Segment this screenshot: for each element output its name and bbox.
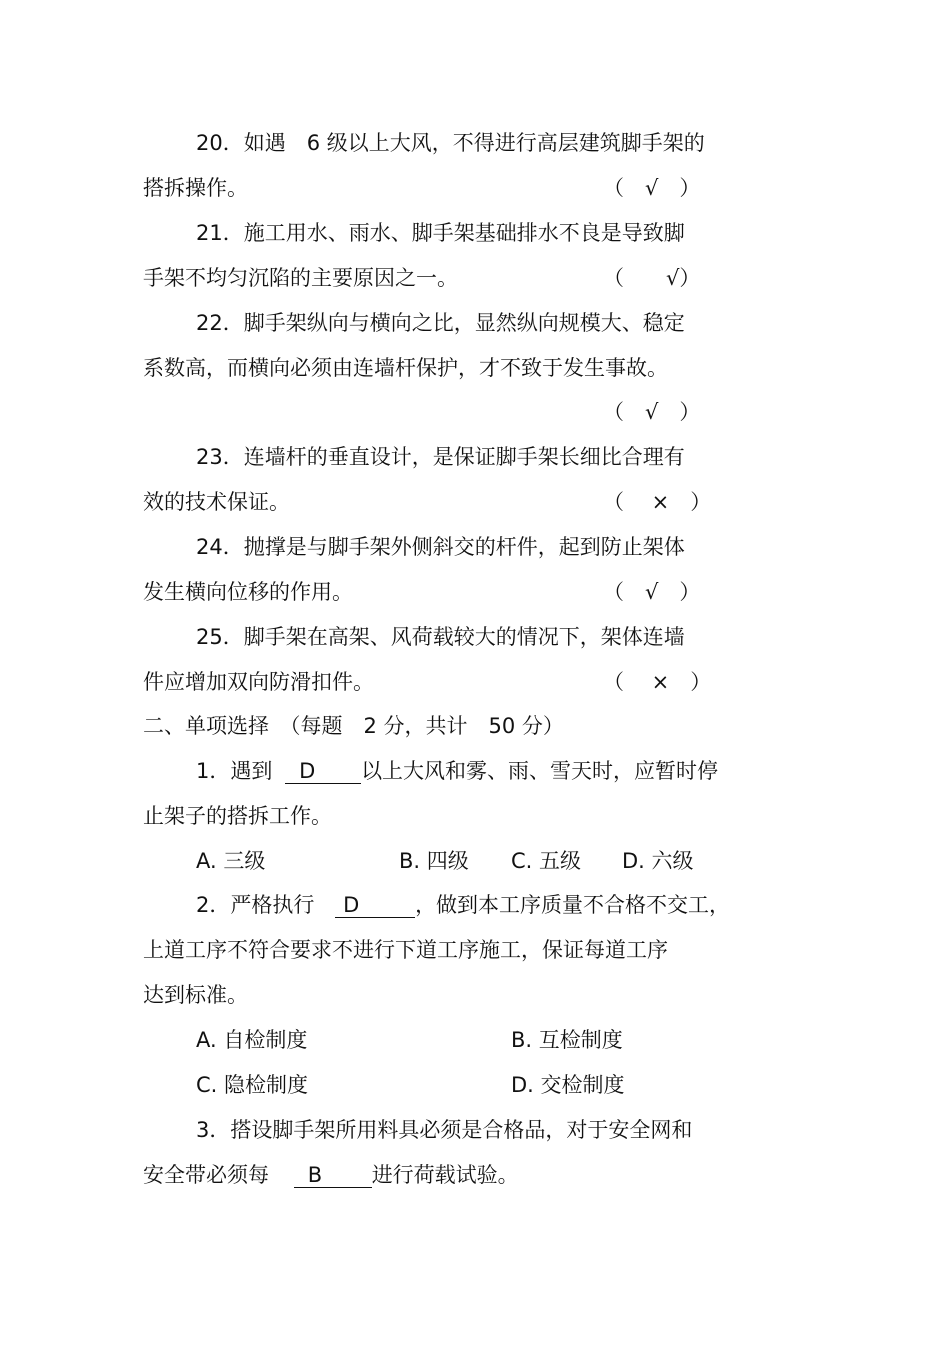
mc-question-2-answer: D (335, 893, 415, 918)
question-24-line-1: 24．抛撑是与脚手架外侧斜交的杆件，起到防止架体 (196, 535, 685, 559)
question-22-line-1: 22．脚手架纵向与横向之比，显然纵向规模大、稳定 (196, 311, 685, 335)
mc-question-1-answer: D (285, 759, 361, 784)
mc-question-1-line-1 (196, 757, 718, 785)
question-20-line-2: 搭拆操作。 (143, 176, 248, 200)
mc-question-1-line-2: 止架子的搭拆工作。 (143, 804, 332, 828)
section-title: 二、单项选择 （每题 2 分，共计 50 分） (143, 714, 564, 738)
mc-question-1-option-c: C. 五级 (511, 849, 582, 873)
mc-question-3-suffix: 进行荷载试验。 (371, 1163, 519, 1187)
mc-question-2-option-d: D. 交检制度 (511, 1073, 625, 1097)
question-25-line-1: 25．脚手架在高架、风荷载较大的情况下，架体连墙 (196, 625, 685, 649)
question-20-line-1: 20．如遇 6 级以上大风，不得进行高层建筑脚手架的 (196, 131, 705, 155)
question-21-answer-mark: （ √） (603, 266, 701, 290)
mc-question-1-option-d: D. 六级 (622, 849, 694, 873)
question-24-line-2: 发生横向位移的作用。 (143, 580, 353, 604)
question-23-line-2: 效的技术保证。 (143, 490, 290, 514)
mc-question-3-line-1: 3．搭设脚手架所用料具必须是合格品，对于安全网和 (196, 1118, 693, 1142)
question-25-answer-mark: （ × ） (603, 670, 712, 694)
question-21-line-2: 手架不均匀沉陷的主要原因之一。 (143, 266, 458, 290)
mc-question-2-line-3: 达到标准。 (143, 983, 248, 1007)
mc-question-2-option-b: B. 互检制度 (511, 1028, 623, 1052)
mc-question-2-option-a: A. 自检制度 (196, 1028, 308, 1052)
mc-question-2-line-2: 上道工序不符合要求不进行下道工序施工，保证每道工序 (143, 938, 668, 962)
question-22-answer-mark: （ √ ） (603, 400, 701, 424)
question-24-answer-mark: （ √ ） (603, 580, 701, 604)
mc-question-2-line-1 (196, 891, 730, 919)
mc-question-3-answer: B (294, 1163, 372, 1188)
question-25-line-2: 件应增加双向防滑扣件。 (143, 670, 374, 694)
question-23-answer-mark: （ × ） (603, 490, 712, 514)
mc-question-1-prefix: 1．遇到 (196, 759, 273, 783)
mc-question-1-option-a: A. 三级 (196, 849, 266, 873)
mc-question-2-option-c: C. 隐检制度 (196, 1073, 309, 1097)
question-22-line-2: 系数高，而横向必须由连墙杆保护，才不致于发生事故。 (143, 356, 668, 380)
mc-question-3-prefix: 安全带必须每 (143, 1163, 269, 1187)
mc-question-2-prefix: 2．严格执行 (196, 893, 315, 917)
question-21-line-1: 21．施工用水、雨水、脚手架基础排水不良是导致脚 (196, 221, 685, 245)
mc-question-1-option-b: B. 四级 (399, 849, 469, 873)
mc-question-1-suffix: 以上大风和雾、雨、雪天时，应暂时停 (361, 759, 719, 783)
mc-question-2-suffix: ，做到本工序质量不合格不交工， (415, 893, 731, 917)
question-23-line-1: 23．连墙杆的垂直设计，是保证脚手架长细比合理有 (196, 445, 685, 469)
mc-question-3-line-2 (143, 1161, 519, 1189)
question-20-answer-mark: （ √ ） (603, 176, 701, 200)
